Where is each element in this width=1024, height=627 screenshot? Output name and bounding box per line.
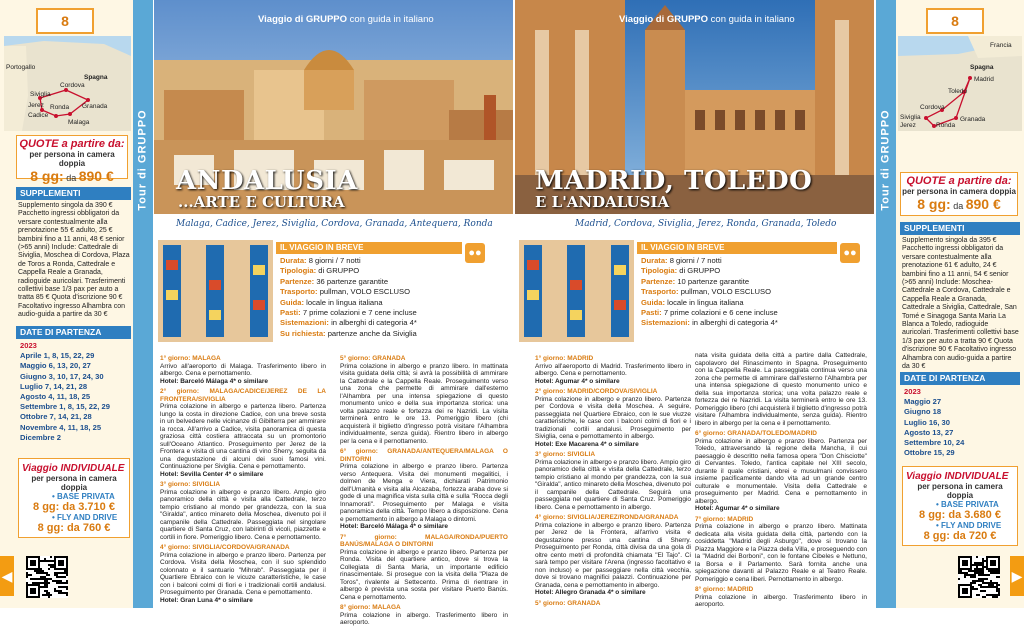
tour-strip xyxy=(133,0,153,608)
map-label: Cordova xyxy=(60,82,85,89)
brief-key: Trasporto: xyxy=(280,287,318,297)
day-heading: 1° giorno: MALAGA xyxy=(160,355,221,362)
indiv-price: 8 gg: da 3.680 € xyxy=(919,509,1001,521)
route-map xyxy=(4,36,131,131)
quote-price-line xyxy=(17,168,127,184)
brief-key: Trasporto: xyxy=(641,287,679,297)
price-quote xyxy=(900,172,1018,216)
day-text: Prima colazione in albergo e pranzo libero. Ampio giro panoramico della città e visita alla Cattedrale, terzo tempio cristiano al mondo per grandezza, con la sua "Giralda", antico minareto della Moschea, divenuto poi il campanile della Cattedrale. Passeggiata nel singolare quartiere di Santa Cruz, con labirinti di vicoli, piazzette e cortili in fiore. Pomeriggio libero. Cena e pernottamento. xyxy=(160,488,326,541)
brief-row xyxy=(641,318,778,328)
quote-price: 890 € xyxy=(965,196,1001,212)
indiv-opt: • FLY AND DRIVE xyxy=(52,513,118,522)
day-heading: 6° giorno: GRANADA/ANTEQUERA/MALAGA O DINTORNI xyxy=(340,448,508,463)
brief-value: 36 partenze garantite xyxy=(316,276,389,286)
quote-from: da xyxy=(66,173,77,183)
brief-title: IL VIAGGIO IN BREVE xyxy=(637,242,837,254)
brief-value: 7 prime colazioni e 7 cene incluse xyxy=(302,308,417,318)
departure-dates xyxy=(20,341,132,443)
brief-key: Pasti: xyxy=(641,308,662,318)
day-heading: 2° giorno: MALAGA/CADICE/JEREZ DE LA FRONTERA/SIVIGLIA xyxy=(160,388,326,403)
day-text: Prima colazione in albergo e partenza libero. Partenza lungo la costa in direzione Cadice, con una breve sosta in un belvedere nelle vicinanze di Gibilterra per ammirare la rocca. All'arrivo a Cadice, visita panoramica di questa graziosa città costiera attraccata su un promontorio sull'Oceano Atlantico. Proseguimento per Jerez de la Frontera e visita di una cantina di vino Sherry, seguita da una degustazione di alcuni dei suoi famosi vini. Continuazione per Siviglia. Cena e pernottamento. xyxy=(160,403,326,470)
brief-row xyxy=(641,277,778,287)
indiv-title: Viaggio INDIVIDUALE xyxy=(22,463,125,474)
brief-value: di GRUPPO xyxy=(679,266,721,276)
brief-value: in alberghi di categoria 4* xyxy=(331,318,417,328)
date-row: Aprile 1, 8, 15, 22, 29 xyxy=(20,351,95,361)
arrow-right-icon[interactable]: ▶ xyxy=(1010,556,1024,596)
quote-price: 890 € xyxy=(78,168,114,184)
in-brief xyxy=(158,240,513,348)
date-row: Maggio 6, 13, 20, 27 xyxy=(20,361,91,371)
indiv-price: 8 gg: da 720 € xyxy=(923,530,997,542)
map-label: Toledo xyxy=(948,88,968,95)
day-hotel: Hotel: Agumar 4* o similare xyxy=(535,377,620,385)
dates-title: DATE DI PARTENZA xyxy=(900,372,1020,385)
map-label: Malaga xyxy=(68,119,90,126)
day-heading: 1° giorno: MADRID xyxy=(535,355,594,362)
group-icon: ●● xyxy=(465,243,485,263)
day-text: Prima colazione in albergo. Trasferimento libero in aeroporto. xyxy=(695,593,867,608)
day-heading: 7° giorno: MADRID xyxy=(695,515,754,523)
day-text: Prima colazione in albergo e pranzo libero. In mattinata visita guidata della città; si avrà la possibilità di ammirare la Cattedrale e la Cappella Reale. Proseguimento verso una zona che permette di ammirare dall'esterno l'Alhambra per una intensa spiegazione di questo monumento unico e della sua importanza storica: una volta palazzo reale e fortezza dei re Nazridi. La visita terminerà entro le ore 13. Pomeriggio libero (chi acquisterà il biglietto d'ingresso potrà visitare l'Alhambra individualmente, senza guida). Rientro libero in albergo per la cena e il pernottamento. xyxy=(340,362,508,445)
map-label: Jerez xyxy=(900,122,916,129)
tag-rest: con guida in italiano xyxy=(710,14,795,25)
quote-title: QUOTE a partire da: xyxy=(906,175,1012,187)
brief-value: locale in lingua italiana xyxy=(306,297,383,307)
brief-key: Durata: xyxy=(280,256,307,265)
quote-sub: per persona in camera doppia xyxy=(902,187,1016,196)
day-text: nata visita guidata della città a partire dalla Cattedrale, capolavoro del Rinascimento in Spagna. Proseguimento con la Cappella Reale. La passeggiata continua verso una zona che permette di ammirare dall'esterno l'Alhambra per una intensa spiegazione di questo monumento unico e della sua importanza storica; una volta palazzo reale e fortezza dei re Nazridi. La visita terminerà entro le ore 13. Pomeriggio libero (chi acquisterà il biglietto d'ingresso potrà visitare l'Alhambra individualmente, senza guida). Rientro libero in albergo per la cena e il pernottamento. xyxy=(695,352,867,427)
brief-value: pullman, VOLO ESCLUSO xyxy=(319,287,411,297)
price-quote xyxy=(16,135,128,184)
in-brief xyxy=(519,240,874,348)
date-row: Ottobre 7, 14, 21, 28 xyxy=(20,412,92,422)
tour-subtitle: ...ARTE E CULTURA xyxy=(178,193,345,211)
map-label: Granada xyxy=(960,116,986,123)
brief-value: 10 partenze garantite xyxy=(677,276,750,286)
day-heading: 6° giorno: GRANADA/TOLEDO/MADRID xyxy=(695,430,818,437)
strip-label: Tour di GRUPPO xyxy=(137,109,149,211)
itinerary-col-1 xyxy=(160,352,326,604)
date-row: Dicembre 2 xyxy=(20,432,61,442)
brief-key: Partenze: xyxy=(280,276,315,286)
supplements-text: Supplemento singola da 395 € Pacchetto ingressi obbligatori da versare contestualmente alla prenotazione 61 € adulto, 24 € bambini fino a 11 anni, 54 € senior (>65 anni) Include: Moschea-Cattedrale a Cordova, Cattedrale e Cappella Reale a Granada, Cattedrale a Siviglia, Cattedrale, San Tomé e Sinagoga Santa Maria La Blanca a Toledo, radioguide auricolari. Trasferimenti collettivi base 1/3 pax per auto a tratta 90 € Quota d'iscrizione 90 € Facoltativo ingresso Alhambra con audio-guida a partire da 30 € xyxy=(902,237,1019,371)
right-sidebar xyxy=(876,0,1024,608)
brief-row xyxy=(280,308,417,318)
map-label: Siviglia xyxy=(30,91,51,98)
day-text: Prima colazione in albergo e pranzo libero. Partenza per Toledo, attraversando la regione della Mancha, il cui paesaggio è descritto nella famosa opera "Don Chisciotte" di Cervantes. Toledo, l'antica capitale nel XIII secolo, durante il quale cristiani, ebrei e musulmani convissero insieme pacificamente dando vita ad un grande centro culturale e monumentale. Visita della Cattedrale e proseguimento per Madrid. Cena e pernottamento in albergo. xyxy=(695,437,867,505)
brief-key: Pasti: xyxy=(280,308,301,318)
qr-code-icon[interactable] xyxy=(26,556,68,598)
itinerary-col-2 xyxy=(340,352,508,627)
date-row: Agosto 4, 11, 18, 25 xyxy=(20,392,91,402)
andalusia-header xyxy=(154,0,513,240)
date-row: Luglio 16, 30 xyxy=(904,417,950,427)
map-label: Ronda xyxy=(50,104,70,111)
group-tag xyxy=(258,14,434,25)
brief-key: Sistemazioni: xyxy=(280,318,329,328)
dates-title: DATE DI PARTENZA xyxy=(16,326,131,339)
day-heading: 5° giorno: GRANADA xyxy=(535,599,601,607)
brief-row xyxy=(280,256,417,266)
brief-key: Tipologia: xyxy=(641,266,678,276)
andalusia-page xyxy=(154,0,513,626)
date-row: Agosto 13, 27 xyxy=(904,427,954,437)
map-label: Madrid xyxy=(974,76,994,83)
quote-title: QUOTE a partire da: xyxy=(19,138,125,150)
supplements-title: SUPPLEMENTI xyxy=(900,222,1020,235)
tour-cities: Malaga, Cadice, Jerez, Siviglia, Cordova, Granada, Antequera, Ronda xyxy=(176,219,493,233)
supplements-title: SUPPLEMENTI xyxy=(16,187,131,200)
date-row: Novembre 4, 11, 18, 25 xyxy=(20,422,102,432)
tag-rest: con guida in italiano xyxy=(349,14,434,25)
quote-days: 8 gg: xyxy=(917,196,951,212)
brief-list xyxy=(280,256,417,339)
brief-key: Guida: xyxy=(641,297,666,307)
tour-title: MADRID, TOLEDO xyxy=(535,166,813,196)
brief-key: Su richiesta: xyxy=(280,328,326,338)
strip-label: Tour di GRUPPO xyxy=(880,109,892,211)
supplements-text: Supplemento singola da 390 € Pacchetto ingressi obbligatori da versare contestualmente alla prenotazione 55 € adulto, 25 € bambini fino a 11 anni, 48 € senior (>65 anni) Include: Cattedrale di Siviglia, Moschea di Cordova, Plaza de Toros a Ronda, Cattedrale e Cappella Reale a Granada, radioguide auricolari. Trasferimenti collettivi base 1/3 pax per auto a tratta 85 € Quota d'iscrizione 90 € Facoltativo ingresso Alhambra con audio-guida a partire da 30 € xyxy=(18,202,130,319)
brief-value: 8 giorni / 7 notti xyxy=(308,256,361,265)
itinerary-col-1 xyxy=(535,352,691,607)
departure-dates xyxy=(904,387,1018,458)
route-map xyxy=(898,36,1022,131)
brief-value: 8 giorni / 7 notti xyxy=(669,256,722,265)
day-text: Prima colazione in albergo e pranzo libero. Partenza per Cordova e visita della Moschea. A seguire, passeggiata nel Quartiere Ebraico, con le sue viuzze caratteristiche, le case con i balconi colmi di fiori e i tradizionali cortili andalusi. Proseguimento per Siviglia, cena e pernottamento in albergo. xyxy=(535,395,691,440)
day-hotel: Hotel: Exe Macarena 4* o similare xyxy=(535,440,639,448)
left-sidebar xyxy=(0,0,153,608)
day-heading: 8° giorno: MALAGA xyxy=(340,604,401,611)
brief-value: pullman, VOLO ESCLUSO xyxy=(680,287,772,297)
day-hotel: Hotel: Barceló Málaga 4* o similare xyxy=(340,523,449,530)
brief-row xyxy=(280,266,417,276)
day-hotel: Hotel: Allegro Granada 4* o similare xyxy=(535,589,646,596)
brief-value: in alberghi di categoria 4* xyxy=(692,318,778,328)
tour-title: ANDALUSIA xyxy=(176,166,358,196)
brief-row xyxy=(641,266,778,276)
indiv-price: 8 gg: da 3.710 € xyxy=(33,501,115,513)
days-badge: 8 xyxy=(36,8,94,34)
qr-code-icon[interactable] xyxy=(958,556,1000,598)
madrid-header xyxy=(515,0,874,240)
date-row: Giugno 18 xyxy=(904,407,942,417)
brief-value: 7 prime colazioni e 6 cene incluse xyxy=(663,308,778,318)
day-text: Prima colazione in albergo. Trasferimento libero in aeroporto. xyxy=(340,611,508,626)
tile-photo xyxy=(158,240,273,342)
day-hotel: Hotel: Sevilla Center 4* o similare xyxy=(160,470,264,478)
day-heading: 3° giorno: SIVIGLIA xyxy=(535,451,596,458)
day-text: Prima colazione in albergo e pranzo libero. Partenza verso Antequera. Visita dei monumenti megalitici, i dolmen de Menga e Viera, dichiarati Patrimonio dell'Umanità e visita alla Alcazaba, fortezza araba dove si gode di una magnifica vista sulla città e sulla "Rocca degli Innamorati". Proseguimento per Malaga e visita panoramica della città. Tempo libero a disposizione. Cena e pernottamento in albergo a Malaga o dintorni. xyxy=(340,463,508,523)
brief-list xyxy=(641,256,778,329)
day-text: Prima colazione in albergo e pranzo libero. Ampio giro panoramico della città e visita della Cattedrale, terzo tempio cristiano al mondo per grandezza, con la sua "Giralda", antico minareto della Moschea, divenuto poi il campanile della Cattedrale. Seguirà una passeggiata nel quartiere di Santa Cruz. Pomeriggio libero. Cena e pernottamento in albergo. xyxy=(535,458,692,511)
brief-row xyxy=(280,318,417,328)
itinerary-col-2 xyxy=(695,352,867,609)
brief-row xyxy=(280,329,417,339)
quote-days: 8 gg: xyxy=(30,168,64,184)
group-tag xyxy=(619,14,795,25)
day-hotel: Hotel: Gran Luna 4* o similare xyxy=(160,596,253,604)
date-row: Ottobre 15, 29 xyxy=(904,448,955,458)
indiv-opt: • BASE PRIVATA xyxy=(52,492,115,501)
day-text: Prima colazione in albergo e pranzo libero. Partenza per Cordova. Visita della Moschea, con il suo splendido colonnato e il santuario "Mihrab". Passeggiata per il Quartiere Ebraico con le vicuze caratteristiche, le case con i balconi colmi di fiori e i tradizionali cortili andalusi. Proseguimento per Granada. Cena e pernottamento. xyxy=(160,551,326,596)
brief-key: Tipologia: xyxy=(280,266,317,276)
group-icon: ●● xyxy=(840,243,860,263)
map-label: Spagna xyxy=(84,74,108,81)
day-text: Prima colazione in albergo e pranzo libero. Mattinata dedicata alla visita guidata della città, partendo con la cosiddetta "Madrid degli Asburgo", dove si trovano la Piazza Maggiore e la Piazza della Villa, e proseguendo con la "Madrid dei Borboni", con le fontane Cibeles e Nettuno, la Borsa e il Parlamento. Sarà fornita anche una spiegazione davanti al Palazzo Reale e al Teatro Reale. Pomeriggio e cena liberi. Pernottamento in albergo. xyxy=(695,523,867,583)
map-label: Cordova xyxy=(920,104,945,111)
brief-key: Durata: xyxy=(641,256,668,265)
indiv-opt: • FLY AND DRIVE xyxy=(936,521,1002,530)
map-label: Ronda xyxy=(936,122,956,129)
day-hotel: Hotel: Agumar 4* o similare xyxy=(695,505,780,512)
day-text: Arrivo all'aeroporto di Malaga. Trasferimento libero in albergo. Cena e pernottamento. xyxy=(160,362,326,377)
brief-key: Sistemazioni: xyxy=(641,318,690,328)
date-row: Settembre 10, 24 xyxy=(904,438,965,448)
quote-from: da xyxy=(953,201,964,211)
map-label: Jerez xyxy=(28,102,44,109)
brief-value: locale in lingua italiana xyxy=(667,297,744,307)
brief-key: Partenze: xyxy=(641,276,676,286)
brief-row xyxy=(280,287,417,297)
date-row: Maggio 27 xyxy=(904,397,942,407)
brief-value: di GRUPPO xyxy=(318,266,360,276)
tag-bold: Viaggio di GRUPPO xyxy=(258,14,348,25)
brief-row xyxy=(641,308,778,318)
day-heading: 5° giorno: GRANADA xyxy=(340,355,406,362)
day-heading: 2° giorno: MADRID/CORDOVA/SIVIGLIA xyxy=(535,388,658,395)
indiv-opt: • BASE PRIVATA xyxy=(936,500,999,509)
day-heading: 3° giorno: SIVIGLIA xyxy=(160,481,221,488)
date-row: Luglio 7, 14, 21, 28 xyxy=(20,381,88,391)
individual-trip xyxy=(902,466,1018,546)
arrow-left-icon[interactable]: ◀ xyxy=(0,556,14,596)
map-label: Granada xyxy=(82,103,108,110)
brief-row xyxy=(280,298,417,308)
madrid-page xyxy=(515,0,874,608)
indiv-sub: per persona in camera doppia xyxy=(31,474,117,492)
map-label: Cadice xyxy=(28,112,49,119)
indiv-price: 8 gg: da 760 € xyxy=(37,522,111,534)
brief-row xyxy=(641,298,778,308)
date-row: Giugno 3, 10, 17, 24, 30 xyxy=(20,371,104,381)
day-hotel: Hotel: Barceló Málaga 4* o similare xyxy=(160,377,269,385)
day-heading: 4° giorno: SIVIGLIA/JEREZ/RONDA/GRANADA xyxy=(535,514,679,521)
brief-row xyxy=(280,277,417,287)
brief-title: IL VIAGGIO IN BREVE xyxy=(276,242,462,254)
day-text: Prima colazione in albergo e pranzo libero. Partenza per Ronda. Visita del quartiere antico, dove si trova la Collegiata di Santa Maria, un importante edificio rinascimentale. Si prosegue con la visita della "Plaza de Toros", rivalente ai Settecento. Prima di rientrare in albergo è prevista una sosta per visitare Puerto Banús. Cena e pernottamento. xyxy=(340,548,508,601)
dates-year: 2023 xyxy=(904,387,921,396)
brief-value: partenze anche da Siviglia xyxy=(327,328,417,338)
date-row: Settembre 1, 8, 15, 22, 29 xyxy=(20,402,110,412)
dates-year: 2023 xyxy=(20,341,37,350)
quote-sub: per persona in camera doppia xyxy=(29,150,115,168)
brief-row xyxy=(641,256,778,266)
tag-bold: Viaggio di GRUPPO xyxy=(619,14,709,25)
day-heading: 7° giorno: MALAGA/RONDA/PUERTO BANÚS/MALAGA O DINTORNI xyxy=(340,533,508,548)
tour-cities: Madrid, Cordova, Siviglia, Jerez, Ronda, Granada, Toledo xyxy=(575,219,836,233)
brief-row xyxy=(641,287,778,297)
tile-photo xyxy=(519,240,634,342)
tour-subtitle: E L'ANDALUSIA xyxy=(535,193,670,211)
brief-key: Guida: xyxy=(280,297,305,307)
days-badge: 8 xyxy=(926,8,984,34)
day-heading: 4° giorno: SIVIGLIA/CORDOVA/GRANADA xyxy=(160,544,290,551)
map-label: Francia xyxy=(990,42,1012,49)
indiv-sub: per persona in camera doppia xyxy=(917,482,1003,500)
day-text: Arrivo all'aeroporto di Madrid. Trasferimento libero in albergo. Cena e pernottamento. xyxy=(535,362,691,377)
tour-strip xyxy=(876,0,896,608)
indiv-title: Viaggio INDIVIDUALE xyxy=(906,471,1009,482)
map-label: Spagna xyxy=(970,64,994,71)
individual-trip xyxy=(18,458,130,538)
quote-price-line xyxy=(901,196,1017,212)
map-label: Portogallo xyxy=(6,64,36,71)
day-heading: 8° giorno: MADRID xyxy=(695,586,754,593)
map-label: Siviglia xyxy=(900,114,921,121)
day-text: Prima colazione in albergo e pranzo libero. Partenza per Jerez de la Frontera, all'arrivo visita e degustazione presso una cantina di Sherry. Proseguimento per Ronda, città divisa da una gola di oltre cento metri di profondità chiamata "El Tajo". Ci sarà tempo per visitare l'Arena (ingresso facoltativo e non incluso) e per passeggiare nella città vecchia, dove si trovano magnifici palazzi. Continuazione per Granada, cena e pernottamento in albergo. xyxy=(535,521,691,589)
